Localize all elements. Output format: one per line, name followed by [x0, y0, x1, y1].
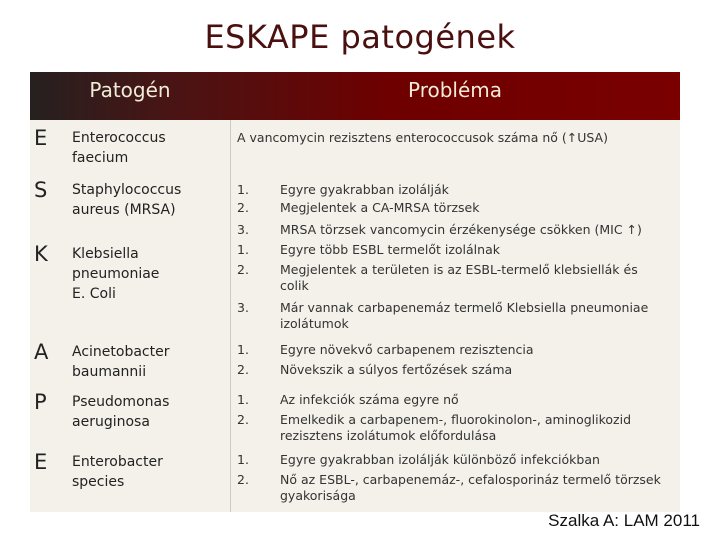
- problem-text: Egyre több ESBL termelőt izolálnak: [280, 242, 500, 257]
- row-letter: A: [34, 340, 49, 364]
- pathogen-name-line: Pseudomonas: [72, 394, 170, 410]
- pathogen-name-line: Klebsiella: [72, 246, 139, 262]
- row-letter: P: [34, 390, 47, 414]
- eskape-table: [30, 72, 680, 512]
- problem-number: 2.: [237, 200, 249, 215]
- problem-text: Nő az ESBL-, carbapenemáz-, cefalosporináz termelő törzsek gyakorisága: [280, 472, 661, 503]
- problem-number: 2.: [237, 412, 249, 427]
- problem-number: 3.: [237, 222, 249, 237]
- problem-text: Emelkedik a carbapenem-, fluorokinolon-, aminoglikozid rezisztens izolátumok előfordulása: [280, 412, 632, 443]
- pathogen-name-line: species: [72, 474, 125, 490]
- problem-text: Megjelentek a területen is az ESBL-termelő klebsiellák és colik: [280, 262, 638, 293]
- problem-text: Növekszik a súlyos fertőzések száma: [280, 362, 513, 377]
- citation: Szalka A: LAM 2011: [548, 511, 700, 530]
- problem-number: 2.: [237, 262, 249, 277]
- problem-number: 1.: [237, 392, 249, 407]
- pathogen-name-line: pneumoniae: [72, 266, 160, 282]
- table-row-klebsiella: [30, 240, 680, 336]
- problem-number: 1.: [237, 242, 249, 257]
- row-letter: K: [34, 242, 48, 266]
- problem-text: Egyre gyakrabban izolálják különböző infekciókban: [280, 452, 600, 467]
- pathogen-name-line: Staphylococcus: [72, 182, 182, 198]
- problem-number: 1.: [237, 182, 249, 197]
- row-letter: S: [34, 178, 48, 202]
- problem-text: Már vannak carbapenemáz termelő Klebsiella pneumoniae izolátumok: [280, 300, 649, 331]
- problem-text: Egyre növekvő carbapenem rezisztencia: [280, 342, 534, 357]
- problem-number: 3.: [237, 300, 249, 315]
- pathogen-name: [72, 452, 222, 492]
- table-row-pseudomonas: [30, 388, 680, 448]
- table-row-staphylococcus: [30, 176, 680, 240]
- row-letter: E: [34, 126, 48, 150]
- header-pathogen: Patogén: [89, 78, 171, 102]
- table-header: [30, 72, 680, 120]
- problem-number: 2.: [237, 362, 249, 377]
- header-problem: Probléma: [407, 78, 503, 102]
- problem-text: Egyre gyakrabban izolálják: [280, 182, 449, 197]
- pathogen-name-line: E. Coli: [72, 286, 116, 302]
- pathogen-name-line: faecium: [72, 150, 129, 166]
- pathogen-name-line: Enterobacter: [72, 454, 163, 470]
- pathogen-name-line: aureus (MRSA): [72, 202, 176, 218]
- problem-text: Az infekciók száma egyre nő: [280, 392, 459, 407]
- pathogen-name: [72, 128, 222, 168]
- table-row-enterobacter: [30, 448, 680, 512]
- pathogen-name: [72, 180, 222, 220]
- problem-number: 2.: [237, 472, 249, 487]
- table-row-acinetobacter: [30, 338, 680, 388]
- pathogen-name-line: baumannii: [72, 364, 147, 380]
- problem-text: Megjelentek a CA-MRSA törzsek: [280, 200, 480, 215]
- problem-number: 1.: [237, 342, 249, 357]
- pathogen-name-line: Enterococcus: [72, 130, 166, 146]
- row-letter: E: [34, 450, 48, 474]
- pathogen-name: [72, 244, 222, 304]
- problem-text: MRSA törzsek vancomycin érzékenysége csökken (MIC ↑): [280, 222, 642, 237]
- pathogen-name: [72, 342, 222, 382]
- pathogen-name-line: Acinetobacter: [72, 344, 170, 360]
- slide-title: ESKAPE patogének: [204, 18, 516, 56]
- pathogen-name: [72, 392, 222, 432]
- problem-number: 1.: [237, 452, 249, 467]
- pathogen-name-line: aeruginosa: [72, 414, 150, 430]
- problem-text: A vancomycin rezisztens enterococcusok száma nő (↑USA): [237, 130, 608, 145]
- table-row-enterococcus: [30, 124, 680, 180]
